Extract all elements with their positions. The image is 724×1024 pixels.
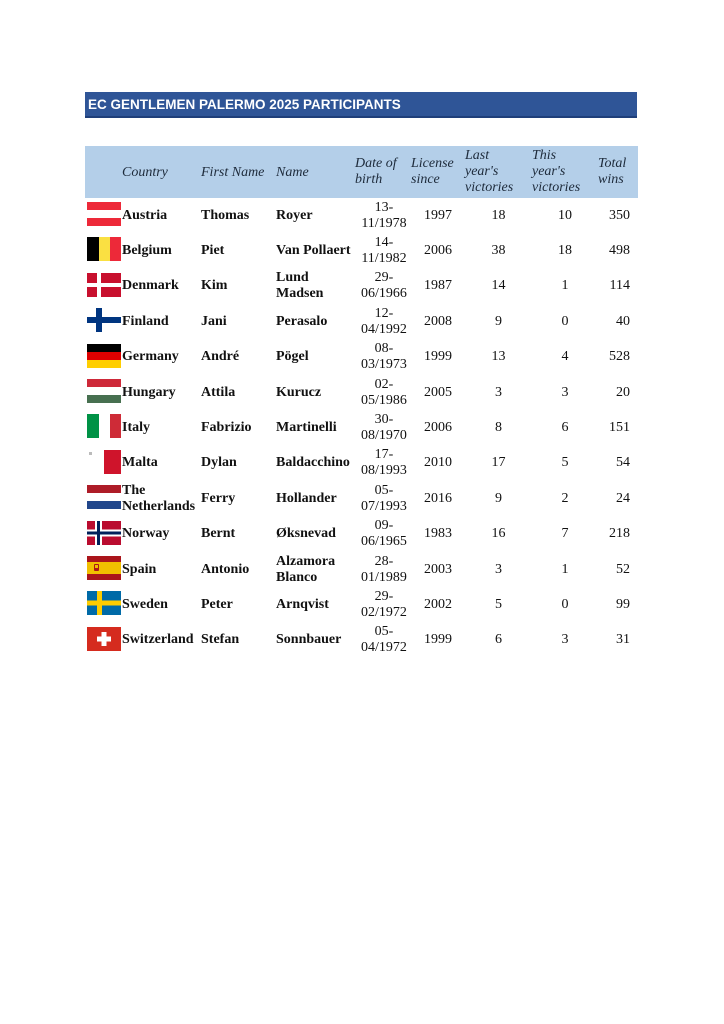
cell-this-years-victories: 0 xyxy=(561,596,569,612)
cell-total-wins: 20 xyxy=(616,384,630,400)
germany-flag-icon xyxy=(87,344,121,368)
cell-this-years-victories: 18 xyxy=(558,243,572,259)
header-country: Country xyxy=(122,165,168,180)
switzerland-flag-icon xyxy=(87,627,121,651)
cell-first-name: Jani xyxy=(201,313,227,329)
cell-this-years-victories: 6 xyxy=(561,420,569,436)
table-header xyxy=(85,146,638,198)
cell-this-years-victories: 3 xyxy=(561,384,569,400)
cell-first-name: Dylan xyxy=(201,455,237,471)
cell-date-of-birth: 13-11/1978 xyxy=(361,199,407,231)
cell-total-wins: 54 xyxy=(616,455,630,471)
cell-country: Austria xyxy=(122,207,168,223)
cell-name: Perasalo xyxy=(276,313,328,329)
austria-flag-icon xyxy=(87,202,121,226)
cell-license-since: 2008 xyxy=(424,313,452,329)
cell-last-years-victories: 16 xyxy=(491,526,506,542)
cell-first-name: Kim xyxy=(201,278,228,294)
cell-name: Van Pollaert xyxy=(276,243,351,259)
cell-first-name: Fabrizio xyxy=(201,420,252,436)
cell-country: Germany xyxy=(122,349,179,365)
cell-this-years-victories: 7 xyxy=(561,526,569,542)
cell-license-since: 1999 xyxy=(424,349,452,365)
cell-this-years-victories: 2 xyxy=(561,490,569,506)
cell-last-years-victories: 9 xyxy=(495,490,502,506)
cell-last-years-victories: 17 xyxy=(491,455,506,471)
cell-first-name: Thomas xyxy=(201,207,250,223)
cell-this-years-victories: 3 xyxy=(561,632,569,648)
hungary-flag-icon xyxy=(87,379,121,403)
cell-first-name: Piet xyxy=(201,243,225,259)
cell-first-name: André xyxy=(201,349,240,365)
cell-last-years-victories: 9 xyxy=(495,313,502,329)
cell-country: Denmark xyxy=(122,278,179,294)
cell-name: Lund Madsen xyxy=(276,270,324,302)
cell-last-years-victories: 13 xyxy=(491,349,506,365)
cell-total-wins: 114 xyxy=(609,278,630,294)
cell-name: Alzamora Blanco xyxy=(276,553,336,585)
cell-first-name: Antonio xyxy=(201,561,250,577)
cell-license-since: 1983 xyxy=(424,526,452,542)
cell-date-of-birth: 28-01/1989 xyxy=(361,553,407,585)
denmark-flag-icon xyxy=(87,273,121,297)
table-row xyxy=(85,517,638,552)
table-row xyxy=(85,446,638,481)
cell-date-of-birth: 30-08/1970 xyxy=(361,412,407,444)
cell-license-since: 1999 xyxy=(424,632,452,648)
cell-license-since: 2010 xyxy=(424,455,452,471)
participants-table xyxy=(85,146,638,658)
cell-date-of-birth: 29-02/1972 xyxy=(361,588,407,620)
cell-date-of-birth: 08-03/1973 xyxy=(361,341,407,373)
cell-last-years-victories: 5 xyxy=(495,596,502,612)
cell-date-of-birth: 14-11/1982 xyxy=(361,235,407,267)
header-last-years-victories: Last year's victories xyxy=(465,148,514,195)
cell-this-years-victories: 1 xyxy=(561,278,569,294)
cell-license-since: 2016 xyxy=(424,490,452,506)
cell-total-wins: 151 xyxy=(609,420,630,436)
cell-last-years-victories: 3 xyxy=(495,384,502,400)
italy-flag-icon xyxy=(87,414,121,438)
cell-country: Hungary xyxy=(122,384,176,400)
cell-total-wins: 350 xyxy=(609,207,630,223)
cell-this-years-victories: 4 xyxy=(561,349,569,365)
cell-name: Øksnevad xyxy=(276,526,336,542)
cell-last-years-victories: 14 xyxy=(491,278,506,294)
header-first-name: First Name xyxy=(201,165,265,180)
table-row xyxy=(85,410,638,445)
cell-license-since: 2006 xyxy=(424,243,452,259)
belgium-flag-icon xyxy=(87,237,121,261)
cell-last-years-victories: 38 xyxy=(491,243,506,259)
table-row xyxy=(85,198,638,233)
cell-name: Royer xyxy=(276,207,313,223)
cell-first-name: Stefan xyxy=(201,632,240,648)
cell-total-wins: 528 xyxy=(609,349,630,365)
table-row xyxy=(85,552,638,587)
table-row xyxy=(85,233,638,268)
cell-last-years-victories: 3 xyxy=(495,561,502,577)
cell-name: Hollander xyxy=(276,490,337,506)
netherlands-flag-icon xyxy=(87,485,121,509)
cell-country: Norway xyxy=(122,526,170,542)
cell-license-since: 2006 xyxy=(424,420,452,436)
cell-first-name: Bernt xyxy=(201,526,236,542)
page-title: EC GENTLEMEN PALERMO 2025 PARTICIPANTS xyxy=(85,92,637,118)
cell-total-wins: 218 xyxy=(609,526,630,542)
table-body xyxy=(85,198,638,658)
cell-date-of-birth: 17-08/1993 xyxy=(361,447,407,479)
cell-total-wins: 31 xyxy=(616,632,630,648)
table-row xyxy=(85,340,638,375)
sweden-flag-icon xyxy=(87,591,121,615)
table-row xyxy=(85,623,638,658)
cell-license-since: 2005 xyxy=(424,384,452,400)
cell-date-of-birth: 05-04/1972 xyxy=(361,624,407,656)
cell-last-years-victories: 18 xyxy=(491,207,506,223)
cell-country: Switzerland xyxy=(122,632,194,648)
cell-total-wins: 52 xyxy=(616,561,630,577)
header-name: Name xyxy=(276,165,309,180)
malta-flag-icon xyxy=(87,450,121,474)
cell-date-of-birth: 29-06/1966 xyxy=(361,270,407,302)
norway-flag-icon xyxy=(87,521,121,545)
cell-first-name: Attila xyxy=(201,384,236,400)
cell-this-years-victories: 10 xyxy=(558,207,572,223)
cell-name: Arnqvist xyxy=(276,596,329,612)
spain-flag-icon xyxy=(87,556,121,580)
cell-country: Malta xyxy=(122,455,158,471)
cell-first-name: Peter xyxy=(201,596,233,612)
cell-this-years-victories: 1 xyxy=(561,561,569,577)
table-row xyxy=(85,304,638,339)
header-date-of-birth: Date of birth xyxy=(355,156,397,187)
cell-this-years-victories: 5 xyxy=(561,455,569,471)
cell-name: Martinelli xyxy=(276,420,337,436)
cell-country: Spain xyxy=(122,561,157,577)
cell-date-of-birth: 09-06/1965 xyxy=(361,518,407,550)
cell-date-of-birth: 02-05/1986 xyxy=(361,376,407,408)
finland-flag-icon xyxy=(87,308,121,332)
cell-total-wins: 40 xyxy=(616,313,630,329)
header-this-years-victories: This year's victories xyxy=(532,148,581,195)
cell-last-years-victories: 8 xyxy=(495,420,502,436)
cell-this-years-victories: 0 xyxy=(561,313,569,329)
cell-date-of-birth: 05-07/1993 xyxy=(361,482,407,514)
cell-name: Sonnbauer xyxy=(276,632,342,648)
cell-license-since: 1997 xyxy=(424,207,452,223)
cell-date-of-birth: 12-04/1992 xyxy=(361,305,407,337)
cell-country: Italy xyxy=(122,420,150,436)
header-total-wins: Total wins xyxy=(598,156,627,187)
cell-total-wins: 99 xyxy=(616,596,630,612)
cell-first-name: Ferry xyxy=(201,490,236,506)
cell-license-since: 2003 xyxy=(424,561,452,577)
cell-country: Belgium xyxy=(122,243,172,259)
table-row xyxy=(85,481,638,516)
cell-last-years-victories: 6 xyxy=(495,632,502,648)
cell-country: Sweden xyxy=(122,596,168,612)
header-license-since: License since xyxy=(411,156,454,187)
table-row xyxy=(85,375,638,410)
cell-license-since: 2002 xyxy=(424,596,452,612)
cell-total-wins: 24 xyxy=(616,490,630,506)
table-row xyxy=(85,587,638,622)
cell-name: Kurucz xyxy=(276,384,322,400)
table-row xyxy=(85,269,638,304)
cell-name: Baldacchino xyxy=(276,455,350,471)
cell-license-since: 1987 xyxy=(424,278,452,294)
cell-name: Pögel xyxy=(276,349,309,365)
cell-country: The Netherlands xyxy=(122,482,196,514)
cell-total-wins: 498 xyxy=(609,243,630,259)
cell-country: Finland xyxy=(122,313,169,329)
